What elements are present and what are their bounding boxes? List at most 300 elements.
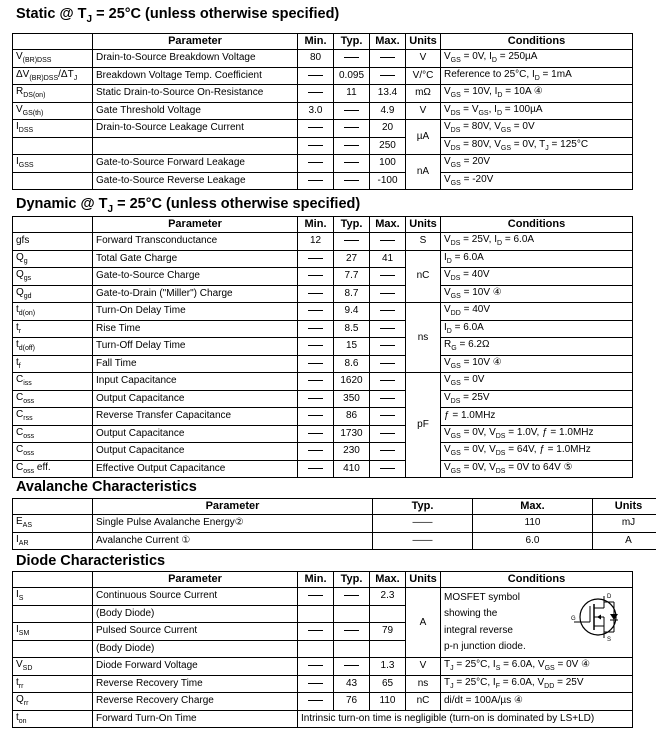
typ-cell: 15 (334, 338, 370, 356)
dash (308, 92, 323, 93)
symbol-note-line: integral reverse (444, 624, 513, 636)
dash (308, 665, 323, 666)
column-header (13, 499, 93, 515)
dash (344, 162, 359, 163)
parameter-cell: Drain-to-Source Leakage Current (93, 120, 298, 138)
symbol-cell: $V_{SD}$ (13, 658, 93, 676)
parameter-cell: Total Gate Charge (93, 250, 298, 268)
symbol-cell (13, 640, 93, 658)
parameter-cell: Effective Output Capacitance (93, 460, 298, 478)
dash (380, 345, 395, 346)
parameter-cell: Forward Transconductance (93, 233, 298, 251)
static-heading: Static @ $T_J = 25^\circ C$ (unless otherwise specified) (16, 6, 340, 25)
table-row (13, 532, 656, 550)
max-cell (370, 268, 406, 286)
table-row (13, 320, 633, 338)
min-cell (298, 658, 334, 676)
dash (380, 275, 395, 276)
typ-cell: 27 (334, 250, 370, 268)
table-row (13, 658, 633, 676)
parameter-cell: Single Pulse Avalanche Energy② (93, 515, 373, 533)
typ-cell: 8.7 (334, 285, 370, 303)
dash (308, 630, 323, 631)
typ-cell (334, 233, 370, 251)
dash (380, 433, 395, 434)
dash (380, 310, 395, 311)
typ-cell: 86 (334, 408, 370, 426)
symbol-cell (13, 172, 93, 190)
symbol-cell: $I_S$ (13, 588, 93, 606)
max-cell: 41 (370, 250, 406, 268)
max-cell (370, 67, 406, 85)
conditions-cell: $T_J = 25^\circ C$, $I_F = 6.0A$, $V_{DD} = 25V$ (441, 675, 633, 693)
min-cell: 3.0 (298, 102, 334, 120)
conditions-cell: $V_{GS} = 10V$ ④ (441, 355, 633, 373)
dash (308, 595, 323, 596)
table-row (13, 390, 633, 408)
parameter-cell: Pulsed Source Current (93, 623, 298, 641)
symbol-cell: $R_{DS(on)}$ (13, 85, 93, 103)
parameter-cell: Drain-to-Source Breakdown Voltage (93, 50, 298, 68)
typ-cell (334, 605, 370, 623)
min-cell (298, 268, 334, 286)
max-cell: 2.3 (370, 588, 406, 606)
symbol-cell: $t_r$ (13, 320, 93, 338)
dash (344, 145, 359, 146)
min-cell (298, 605, 334, 623)
min-cell: 12 (298, 233, 334, 251)
symbol-cell: $Q_g$ (13, 250, 93, 268)
column-header: Units (406, 572, 441, 588)
table-row (13, 67, 633, 85)
max-cell: 250 (370, 137, 406, 155)
dash (380, 450, 395, 451)
column-header: Max. (473, 499, 593, 515)
parameter-cell: Rise Time (93, 320, 298, 338)
parameter-cell (93, 137, 298, 155)
table-row (13, 250, 633, 268)
conditions-cell: ƒ = 1.0MHz (441, 408, 633, 426)
symbol-cell: $C_{oss}$ (13, 443, 93, 461)
parameter-cell: (Body Diode) (93, 640, 298, 658)
dash (380, 468, 395, 469)
table-row (13, 85, 633, 103)
symbol-cell: $t_f$ (13, 355, 93, 373)
symbol-cell: $I_{GSS}$ (13, 155, 93, 173)
conditions-cell: $V_{GS} = 0V$, $V_{DS} = 64V$, ƒ = 1.0MHz (441, 443, 633, 461)
conditions-cell: $V_{DS} = 25V$, $I_D = 6.0A$ (441, 233, 633, 251)
dash (380, 415, 395, 416)
dash (308, 398, 323, 399)
conditions-cell: $V_{GS} = 0V$, $I_D = 250\mu A$ (441, 50, 633, 68)
dash (308, 310, 323, 311)
dash (308, 433, 323, 434)
dynamic-table (12, 216, 633, 478)
unit-cell: nA (406, 155, 441, 190)
avalanche-table (12, 498, 656, 550)
parameter-cell: Diode Forward Voltage (93, 658, 298, 676)
dash (308, 345, 323, 346)
min-cell (298, 85, 334, 103)
symbol-cell: $Q_{gs}$ (13, 268, 93, 286)
dash (308, 127, 323, 128)
max-cell: 79 (370, 623, 406, 641)
typ-cell (334, 120, 370, 138)
max-cell (370, 338, 406, 356)
parameter-cell: Breakdown Voltage Temp. Coefficient (93, 67, 298, 85)
dash (308, 75, 323, 76)
table-row (13, 303, 633, 321)
typ-cell: 1730 (334, 425, 370, 443)
unit-cell: µA (406, 120, 441, 155)
parameter-cell: Static Drain-to-Source On-Resistance (93, 85, 298, 103)
column-header: Max. (370, 34, 406, 50)
max-cell (370, 50, 406, 68)
symbol-cell: $I_{SM}$ (13, 623, 93, 641)
table-row (13, 233, 633, 251)
min-cell (298, 155, 334, 173)
column-header: Conditions (441, 572, 633, 588)
min-cell (298, 338, 334, 356)
max-cell (370, 303, 406, 321)
dash (344, 665, 359, 666)
svg-text:D: D (607, 594, 612, 600)
symbol-cell: $C_{oss}$ (13, 390, 93, 408)
typ-cell (334, 172, 370, 190)
typ-cell: 350 (334, 390, 370, 408)
svg-text:G: G (571, 616, 576, 622)
symbol-cell: $t_{d(on)}$ (13, 303, 93, 321)
symbol-cell: $I_{DSS}$ (13, 120, 93, 138)
typ-cell: 11 (334, 85, 370, 103)
min-cell (298, 137, 334, 155)
dash (308, 380, 323, 381)
unit-cell: mJ (593, 515, 656, 533)
max-cell (370, 285, 406, 303)
column-header: Conditions (441, 217, 633, 233)
dash (380, 398, 395, 399)
max-cell (370, 408, 406, 426)
symbol-note-line: p-n junction diode. (444, 641, 526, 652)
dash (344, 127, 359, 128)
column-header: Parameter (93, 217, 298, 233)
conditions-cell: $V_{DS} = 80V$, $V_{GS} = 0V$, $T_J = 125^\circ C$ (441, 137, 633, 155)
dash (308, 162, 323, 163)
dash (344, 180, 359, 181)
column-header: Typ. (334, 217, 370, 233)
dynamic-heading: Dynamic @ $T_J = 25^\circ C$ (unless otherwise specified) (16, 196, 361, 215)
typ-cell: —— (373, 532, 473, 550)
parameter-cell: Output Capacitance (93, 425, 298, 443)
min-cell (298, 408, 334, 426)
diode-heading: Diode Characteristics (16, 553, 166, 569)
dash (308, 180, 323, 181)
column-header: Units (406, 34, 441, 50)
parameter-cell: Turn-On Delay Time (93, 303, 298, 321)
min-cell (298, 693, 334, 711)
parameter-cell: Turn-Off Delay Time (93, 338, 298, 356)
max-cell (370, 425, 406, 443)
dash (380, 328, 395, 329)
conditions-cell: $V_{GS} = 0V$, $V_{DS} = 1.0V$, ƒ = 1.0MHz (441, 425, 633, 443)
conditions-cell: $V_{GS} = 10V$ ④ (441, 285, 633, 303)
parameter-cell: Reverse Recovery Charge (93, 693, 298, 711)
max-cell (370, 355, 406, 373)
dash (344, 240, 359, 241)
min-cell (298, 675, 334, 693)
max-cell: 100 (370, 155, 406, 173)
table-row (13, 460, 633, 478)
typ-cell (334, 102, 370, 120)
conditions-cell: $V_{DS} = 25V$ (441, 390, 633, 408)
column-header: Typ. (334, 572, 370, 588)
max-cell (370, 320, 406, 338)
column-header: Parameter (93, 34, 298, 50)
unit-cell: V (406, 658, 441, 676)
table-row (13, 137, 633, 155)
table-row (13, 675, 633, 693)
typ-cell: 410 (334, 460, 370, 478)
max-cell (370, 233, 406, 251)
max-cell: 65 (370, 675, 406, 693)
parameter-cell: Gate-to-Drain ("Miller") Charge (93, 285, 298, 303)
conditions-cell: $V_{DS} = V_{GS}$, $I_D = 100\mu A$ (441, 102, 633, 120)
column-header (13, 572, 93, 588)
min-cell (298, 623, 334, 641)
table-row (13, 285, 633, 303)
dash (308, 468, 323, 469)
unit-cell: V/°C (406, 67, 441, 85)
typ-cell: 76 (334, 693, 370, 711)
unit-cell: nC (406, 693, 441, 711)
column-header: Min. (298, 572, 334, 588)
dash (308, 450, 323, 451)
conditions-cell: $V_{GS} = 0V$, $V_{DS} = 0V$ to 64V ⑤ (441, 460, 633, 478)
column-header: Max. (370, 217, 406, 233)
min-cell (298, 285, 334, 303)
symbol-cell (13, 605, 93, 623)
symbol-cell: $V_{(BR)DSS}$ (13, 50, 93, 68)
symbol-cell: $E_{AS}$ (13, 515, 93, 533)
symbol-cell: $t_{on}$ (13, 710, 93, 728)
symbol-cell: $C_{oss}$ eff. (13, 460, 93, 478)
symbol-note-line: MOSFET symbol (444, 591, 520, 603)
typ-cell (334, 588, 370, 606)
parameter-cell: Gate-to-Source Reverse Leakage (93, 172, 298, 190)
min-cell (298, 67, 334, 85)
column-header: Units (406, 217, 441, 233)
max-cell: 6.0 (473, 532, 593, 550)
unit-cell: V (406, 102, 441, 120)
typ-cell (334, 50, 370, 68)
symbol-cell: $\Delta V_{(BR)DSS}/\Delta T_J$ (13, 67, 93, 85)
dash (308, 415, 323, 416)
dash (308, 258, 323, 259)
parameter-cell: Continuous Source Current (93, 588, 298, 606)
parameter-cell: Avalanche Current ① (93, 532, 373, 550)
max-cell: 13.4 (370, 85, 406, 103)
symbol-cell: $C_{iss}$ (13, 373, 93, 391)
column-header: Min. (298, 217, 334, 233)
note-cell: Intrinsic turn-on time is negligible (turn-on is dominated by LS+LD) (298, 710, 633, 728)
dash (380, 75, 395, 76)
unit-cell: S (406, 233, 441, 251)
conditions-cell: $I_D = 6.0A$ (441, 250, 633, 268)
table-row (13, 50, 633, 68)
dash (380, 293, 395, 294)
typ-cell (334, 658, 370, 676)
dash (344, 57, 359, 58)
typ-cell (334, 640, 370, 658)
column-header (13, 217, 93, 233)
symbol-note-line: showing the (444, 608, 498, 619)
parameter-cell: Output Capacitance (93, 443, 298, 461)
table-row (13, 373, 633, 391)
dash (308, 328, 323, 329)
conditions-cell: Reference to 25°C, $I_D = 1mA$ (441, 67, 633, 85)
table-row (13, 338, 633, 356)
table-row (13, 710, 633, 728)
min-cell (298, 588, 334, 606)
table-row (13, 102, 633, 120)
conditions-cell: $V_{DD} = 40V$ (441, 303, 633, 321)
symbol-cell: $t_{rr}$ (13, 675, 93, 693)
max-cell (370, 390, 406, 408)
column-header: Min. (298, 34, 334, 50)
symbol-cell: $I_{AR}$ (13, 532, 93, 550)
unit-cell: nC (406, 250, 441, 303)
typ-cell (334, 137, 370, 155)
dash (308, 293, 323, 294)
diode-table (12, 571, 633, 728)
column-header: Typ. (373, 499, 473, 515)
unit-cell: A (593, 532, 656, 550)
unit-cell: mΩ (406, 85, 441, 103)
unit-cell: V (406, 50, 441, 68)
min-cell (298, 120, 334, 138)
min-cell (298, 640, 334, 658)
parameter-cell: Input Capacitance (93, 373, 298, 391)
conditions-cell: $V_{GS} = 10V$, $I_D = 10A$ ④ (441, 85, 633, 103)
conditions-cell: $V_{GS} = 0V$ (441, 373, 633, 391)
min-cell (298, 303, 334, 321)
min-cell (298, 355, 334, 373)
mosfet-symbol-icon (570, 592, 626, 642)
table-row (13, 515, 656, 533)
conditions-cell: $I_D = 6.0A$ (441, 320, 633, 338)
conditions-cell: $V_{DS} = 80V$, $V_{GS} = 0V$ (441, 120, 633, 138)
dash (308, 700, 323, 701)
conditions-cell: $T_J = 25^\circ C$, $I_S = 6.0A$, $V_{GS} = 0V$ ④ (441, 658, 633, 676)
symbol-cell: $V_{GS(th)}$ (13, 102, 93, 120)
typ-cell: —— (373, 515, 473, 533)
table-row (13, 425, 633, 443)
max-cell (370, 605, 406, 623)
max-cell (370, 373, 406, 391)
parameter-cell: Reverse Recovery Time (93, 675, 298, 693)
table-row (13, 693, 633, 711)
conditions-cell: $R_G = 6.2\Omega$ (441, 338, 633, 356)
typ-cell: 8.6 (334, 355, 370, 373)
symbol-cell: $Q_{gd}$ (13, 285, 93, 303)
dash (380, 363, 395, 364)
typ-cell: 7.7 (334, 268, 370, 286)
conditions-cell: di/dt = 100A/µs ④ (441, 693, 633, 711)
symbol-cell: $Q_{rr}$ (13, 693, 93, 711)
dash (344, 110, 359, 111)
dash (308, 363, 323, 364)
parameter-cell: (Body Diode) (93, 605, 298, 623)
column-header: Parameter (93, 499, 373, 515)
dash (380, 380, 395, 381)
typ-cell (334, 623, 370, 641)
parameter-cell: Gate Threshold Voltage (93, 102, 298, 120)
max-cell (370, 640, 406, 658)
conditions-cell: $V_{DS} = 40V$ (441, 268, 633, 286)
dash (344, 630, 359, 631)
table-row (13, 443, 633, 461)
unit-cell: A (406, 588, 441, 658)
min-cell (298, 425, 334, 443)
dash (380, 240, 395, 241)
column-header: Parameter (93, 572, 298, 588)
min-cell (298, 172, 334, 190)
table-row (13, 408, 633, 426)
min-cell (298, 460, 334, 478)
min-cell (298, 320, 334, 338)
dash (344, 595, 359, 596)
dash (308, 145, 323, 146)
parameter-cell: Forward Turn-On Time (93, 710, 298, 728)
table-row (13, 268, 633, 286)
typ-cell: 1620 (334, 373, 370, 391)
typ-cell: 8.5 (334, 320, 370, 338)
dash (308, 275, 323, 276)
symbol-cell: $t_{d(off)}$ (13, 338, 93, 356)
column-header: Typ. (334, 34, 370, 50)
max-cell: 110 (370, 693, 406, 711)
max-cell (370, 443, 406, 461)
unit-cell: ns (406, 675, 441, 693)
unit-cell: ns (406, 303, 441, 373)
typ-cell (334, 155, 370, 173)
avalanche-heading: Avalanche Characteristics (16, 479, 197, 495)
min-cell: 80 (298, 50, 334, 68)
max-cell: -100 (370, 172, 406, 190)
conditions-cell: $V_{GS} = 20V$ (441, 155, 633, 173)
unit-cell: pF (406, 373, 441, 478)
static-table (12, 33, 633, 190)
parameter-cell: Reverse Transfer Capacitance (93, 408, 298, 426)
symbol-cell: gfs (13, 233, 93, 251)
symbol-cell (13, 137, 93, 155)
table-row (13, 588, 633, 606)
table-row (13, 155, 633, 173)
min-cell (298, 250, 334, 268)
min-cell (298, 373, 334, 391)
max-cell: 110 (473, 515, 593, 533)
typ-cell: 230 (334, 443, 370, 461)
parameter-cell: Fall Time (93, 355, 298, 373)
symbol-cell: $C_{rss}$ (13, 408, 93, 426)
column-header: Units (593, 499, 656, 515)
max-cell: 20 (370, 120, 406, 138)
column-header: Max. (370, 572, 406, 588)
table-row (13, 120, 633, 138)
typ-cell: 0.095 (334, 67, 370, 85)
typ-cell: 43 (334, 675, 370, 693)
typ-cell: 9.4 (334, 303, 370, 321)
